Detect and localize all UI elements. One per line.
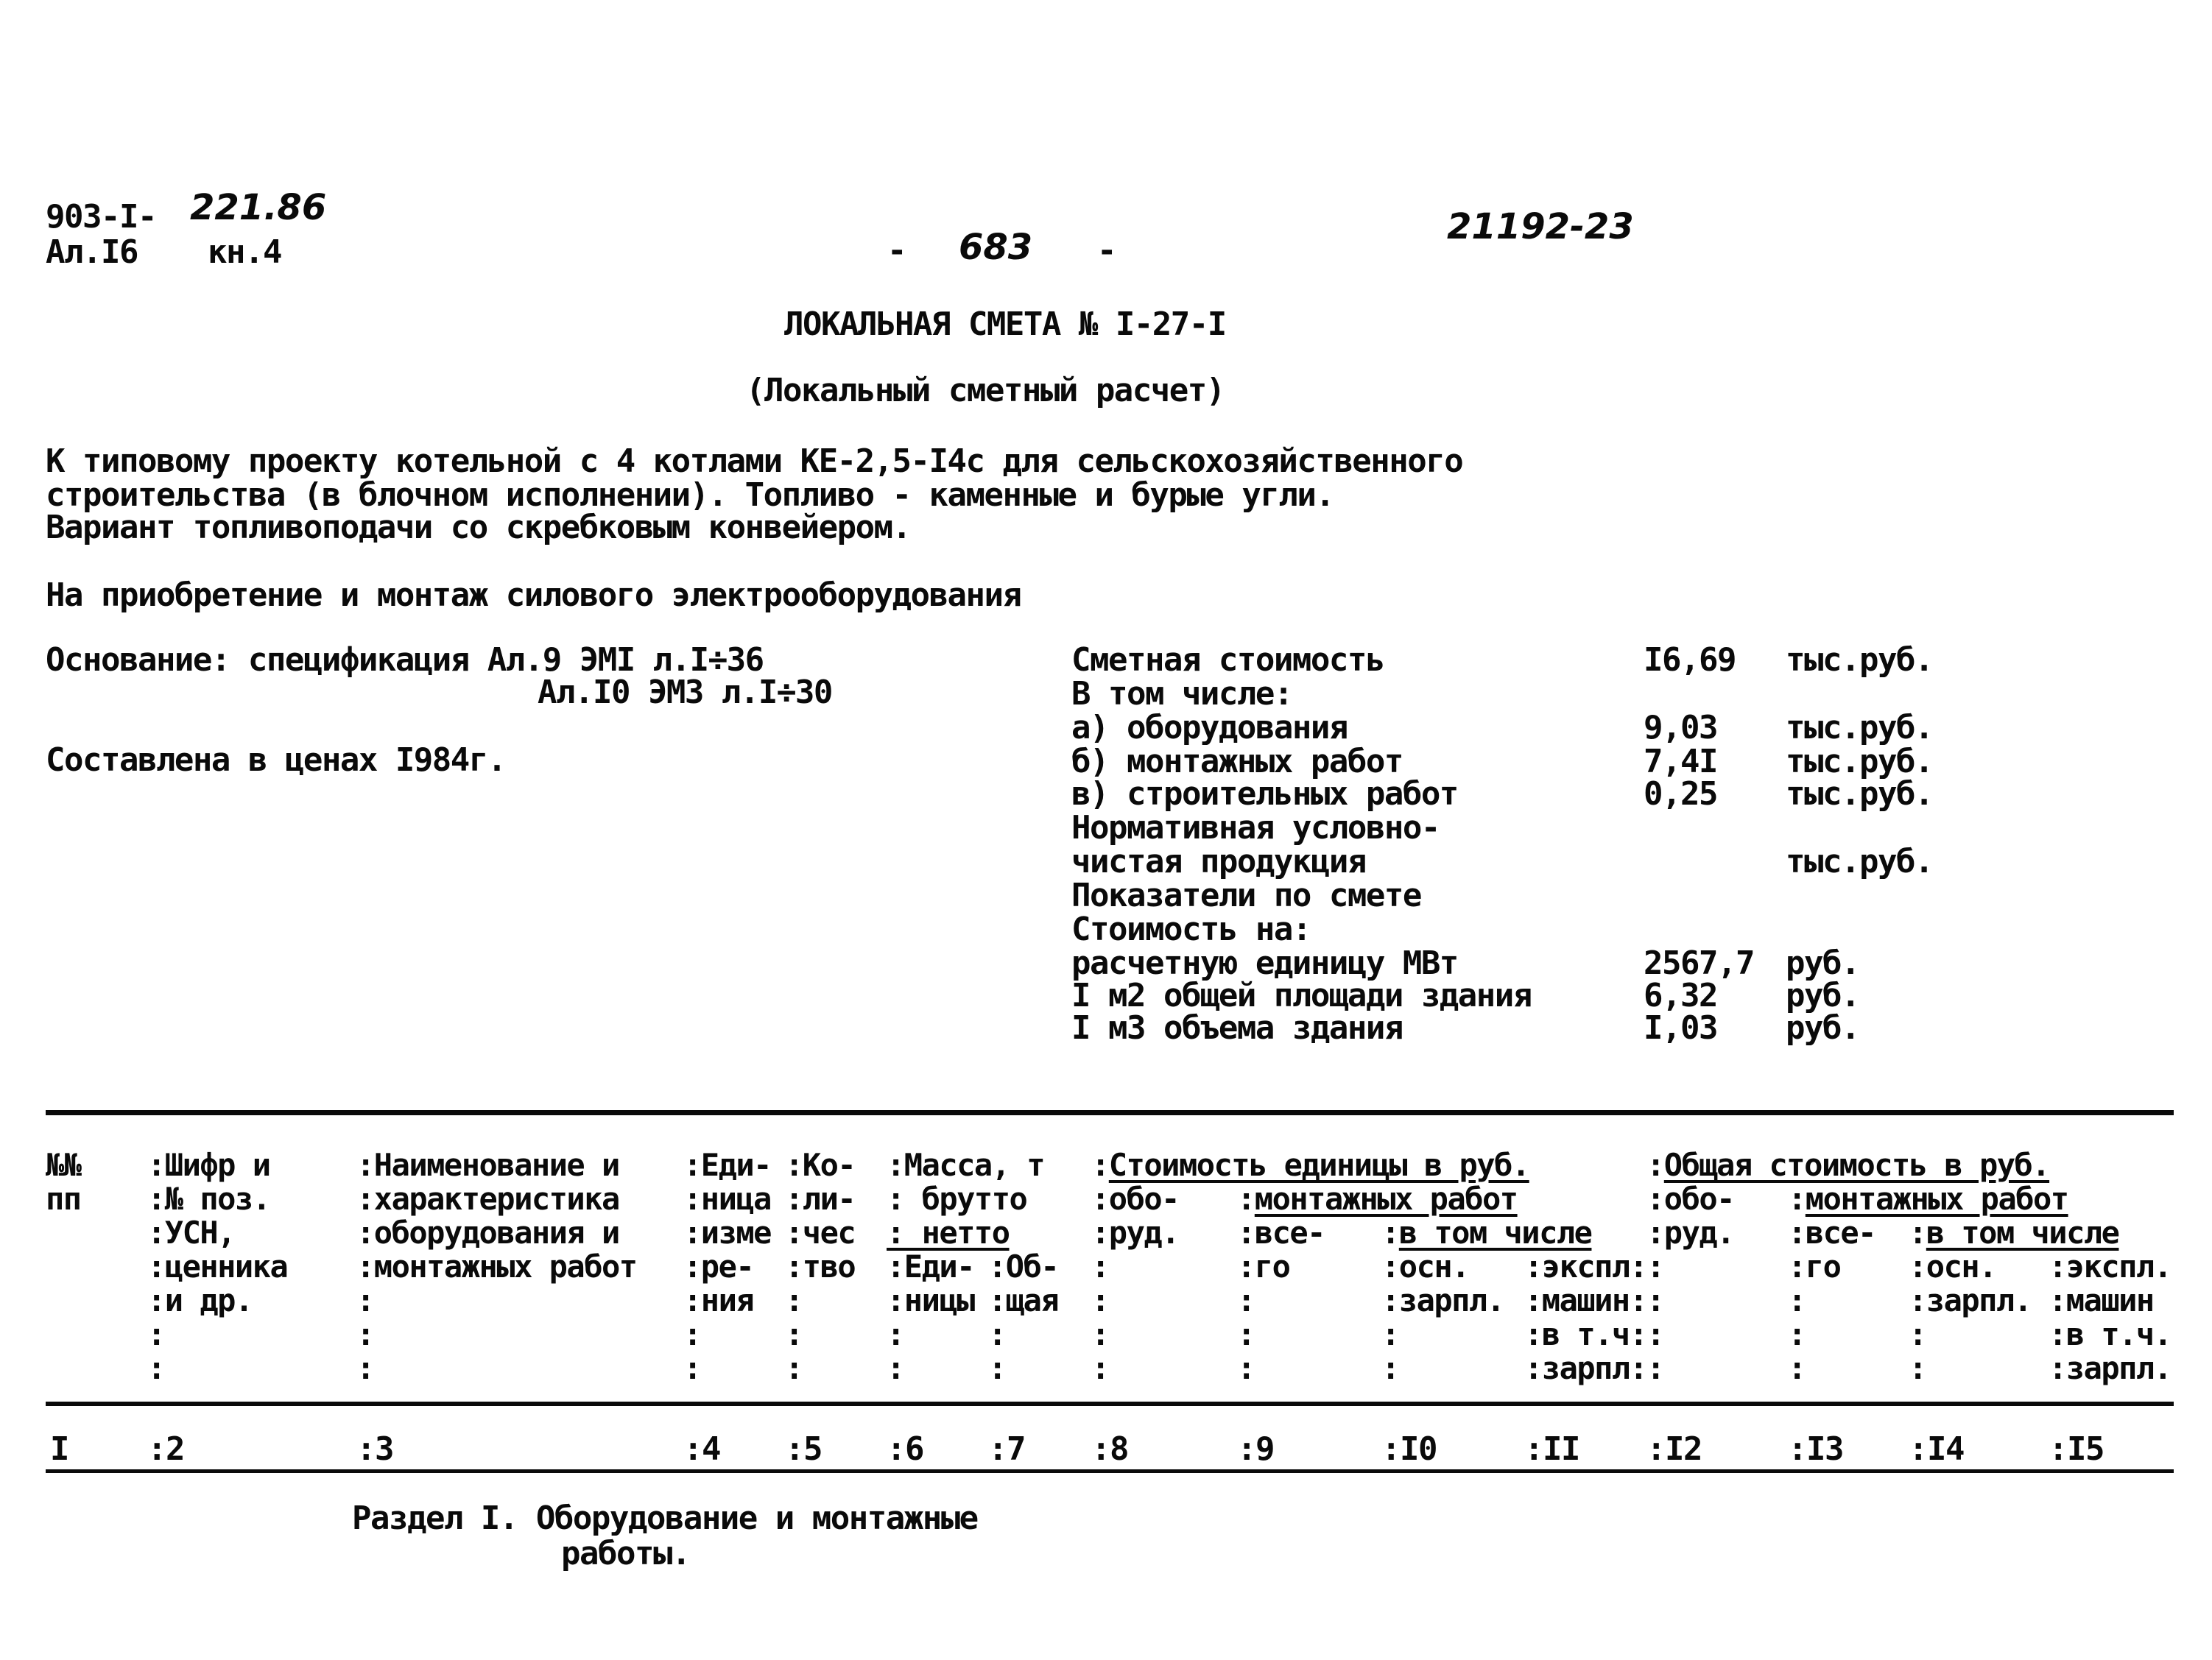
summary-unit: тыс.руб. [1786, 743, 1933, 780]
summary-value: I6,69 [1644, 641, 1736, 679]
doc-code: 903-I- [46, 198, 156, 236]
summary-unit: руб. [1786, 944, 1859, 982]
column-number: :7 [988, 1430, 1025, 1468]
col-12-head: :обо- :руд. : : : : [1646, 1181, 1734, 1386]
column-number: :I5 [2049, 1430, 2104, 1468]
mont-title: монтажных работ [1254, 1181, 1518, 1217]
summary-value: 2567,7 [1644, 944, 1754, 982]
summary-label: Нормативная условно- [1071, 809, 1440, 847]
incl-head: :в том числе [1381, 1215, 1592, 1251]
prices-note: Составлена в ценах I984г. [46, 741, 506, 779]
page-dash-left: - [887, 232, 906, 269]
summary-unit: тыс.руб. [1786, 843, 1933, 880]
book-ref: кн.4 [208, 233, 281, 271]
mass-head: :Масса, т : брутто : нетто [887, 1147, 1045, 1251]
column-numbers-rule [46, 1469, 2174, 1473]
summary-label: чистая продукция [1071, 843, 1366, 880]
col-2-head: :Шифр и :№ поз. :УСН, :ценника :и др. : : [147, 1147, 288, 1386]
col-8-head: :обо- :руд. : : : : [1091, 1181, 1179, 1386]
col-13-head: :все- :го : : : [1788, 1215, 1875, 1386]
total-incl-head: :в том числе [1909, 1215, 2119, 1251]
summary-value: I,03 [1644, 1009, 1717, 1047]
col-7-head: :Об- :щая : : [988, 1248, 1059, 1386]
intro-line-3: Вариант топливоподачи со скребковым конвейером. [46, 509, 911, 546]
column-number: :I4 [1909, 1430, 1964, 1468]
column-number: :I3 [1788, 1430, 1843, 1468]
summary-label: расчетную единицу МВт [1071, 944, 1458, 982]
intro-line-1: К типовому проекту котельной с 4 котлами КЕ-2,5-I4с для сельскохозяйственного [46, 442, 1463, 480]
col-6-head: :Еди- :ницы : : [887, 1248, 974, 1386]
mont-head: :монтажных работ [1237, 1181, 1518, 1217]
section-heading-line-1: Раздел I. Оборудование и монтажные [352, 1500, 978, 1537]
summary-label: I м3 объема здания [1071, 1009, 1403, 1047]
col-9-head: :все- :го : : : [1237, 1215, 1325, 1386]
col-11-head: :экспл: :машин: :в т.ч: :зарпл: [1524, 1248, 1647, 1386]
page-dash-right: - [1097, 232, 1116, 269]
summary-label: б) монтажных работ [1071, 743, 1403, 780]
summary-value: 9,03 [1644, 709, 1717, 746]
unit-cost-title: Стоимость единицы в руб. [1108, 1147, 1529, 1183]
col-5-head: :Ко- :ли- :чес :тво : : : [785, 1147, 856, 1386]
section-heading-line-2: работы. [561, 1535, 690, 1572]
summary-value: 6,32 [1644, 977, 1717, 1014]
column-number: :I0 [1381, 1430, 1437, 1468]
total-mont-head: :монтажных работ [1788, 1181, 2068, 1217]
column-number: :II [1524, 1430, 1579, 1468]
page-subtitle: (Локальный сметный расчет) [746, 372, 1225, 409]
col-15-head: :экспл. :машин :в т.ч. :зарпл. [2049, 1248, 2172, 1386]
album-ref: Ал.I6 [46, 233, 138, 271]
handwritten-id: 21192-23 [1447, 206, 1634, 247]
column-number: :8 [1091, 1430, 1128, 1468]
col-4-head: :Еди- :ница :изме :ре- :ния : : [683, 1147, 771, 1386]
total-cost-head: :Общая стоимость в руб. [1646, 1147, 2050, 1183]
summary-unit: тыс.руб. [1786, 775, 1933, 813]
summary-label: а) оборудования [1071, 709, 1348, 746]
col-3-head: :Наименование и :характеристика :оборудования и :монтажных работ : : : [356, 1147, 637, 1386]
column-number: :4 [683, 1430, 720, 1468]
col-1-head: №№ пп [46, 1147, 81, 1217]
summary-value: 7,4I [1644, 743, 1717, 780]
summary-unit: тыс.руб. [1786, 641, 1933, 679]
summary-label: Сметная стоимость [1071, 641, 1384, 679]
column-number: :9 [1237, 1430, 1274, 1468]
page-number: 683 [959, 227, 1033, 268]
purpose: На приобретение и монтаж силового электрооборудования [46, 576, 1021, 614]
summary-label: I м2 общей площади здания [1071, 977, 1532, 1014]
table-top-rule [46, 1110, 2174, 1115]
column-number: :3 [356, 1430, 393, 1468]
total-mont-title: монтажных работ [1805, 1181, 2068, 1217]
total-cost-title: Общая стоимость в руб. [1663, 1147, 2050, 1183]
page-title: ЛОКАЛЬНАЯ СМЕТА № I-27-I [784, 305, 1226, 343]
incl-title: в том числе [1398, 1215, 1592, 1251]
column-number: :I2 [1646, 1430, 1702, 1468]
summary-unit: руб. [1786, 977, 1859, 1014]
summary-label: в) строительных работ [1071, 775, 1458, 813]
column-number: I [50, 1430, 68, 1468]
col-10-head: :осн. :зарпл. : : [1381, 1248, 1504, 1386]
table-header-bottom-rule [46, 1402, 2174, 1406]
doc-code-handwritten: 221.86 [190, 187, 327, 228]
summary-label: Показатели по смете [1071, 877, 1421, 914]
basis-line-2: Ал.I0 ЭМ3 л.I÷30 [538, 674, 832, 711]
column-number: :6 [887, 1430, 923, 1468]
column-number: :5 [785, 1430, 822, 1468]
summary-unit: руб. [1786, 1009, 1859, 1047]
column-number: :2 [147, 1430, 184, 1468]
total-incl-title: в том числе [1926, 1215, 2119, 1251]
summary-label: Стоимость на: [1071, 911, 1311, 948]
summary-unit: тыс.руб. [1786, 709, 1933, 746]
intro-line-2: строительства (в блочном исполнении). Топливо - каменные и бурые угли. [46, 476, 1334, 514]
basis-line-1: Основание: спецификация Ал.9 ЭМI л.I÷36 [46, 641, 764, 679]
summary-label: В том числе: [1071, 675, 1292, 713]
unit-cost-head: :Стоимость единицы в руб. [1091, 1147, 1529, 1183]
col-14-head: :осн. :зарпл. : : [1909, 1248, 2032, 1386]
summary-value: 0,25 [1644, 775, 1717, 813]
